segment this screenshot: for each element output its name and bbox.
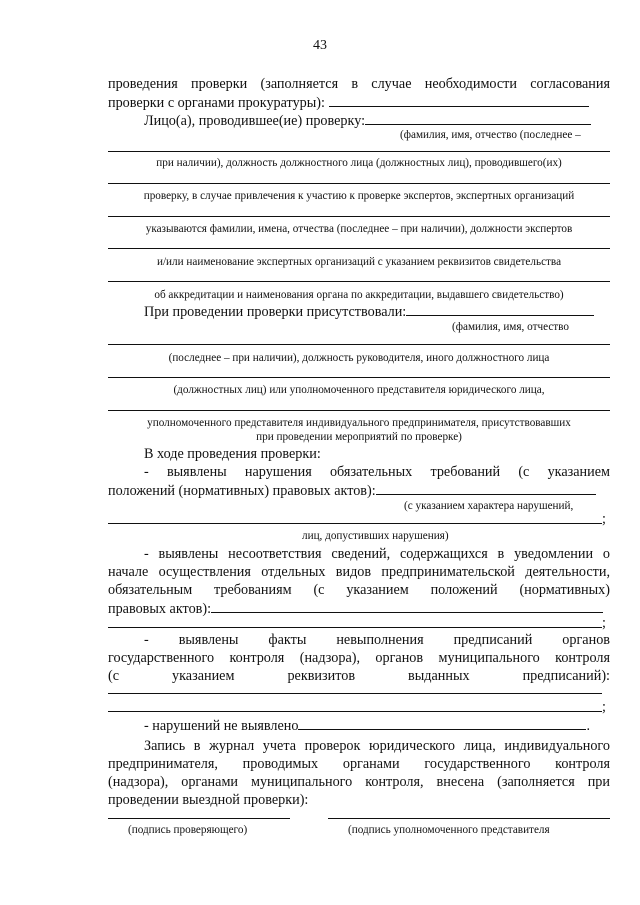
fill-line: [211, 599, 603, 613]
fill-line: [108, 711, 602, 712]
text-line: (с указанием реквизитов выданных предписаний):: [108, 668, 610, 684]
fill-line: [365, 111, 591, 125]
hint-line: при наличии), должность должностного лица (должностных лиц), проводившего(их): [156, 157, 562, 169]
fill-line: [298, 716, 586, 730]
signature-caption-representative: (подпись уполномоченного представителя: [348, 824, 550, 836]
hint-line: (должностных лиц) или уполномоченного представителя юридического лица,: [173, 384, 545, 396]
text-line: При проведении проверки присутствовали:: [144, 302, 610, 321]
text-line: Лицо(а), проводившее(ие) проверку:: [144, 111, 610, 130]
fill-line: [108, 183, 610, 184]
hint-line: лиц, допустивших нарушения): [302, 530, 449, 542]
hint-line: указываются фамилии, имена, отчества (последнее – при наличии), должности экспертов: [145, 223, 573, 235]
fill-line: [108, 248, 610, 249]
fill-line: [376, 481, 596, 495]
fill-line: [108, 377, 610, 378]
hint-line: при проведении мероприятий по проверке): [256, 431, 462, 443]
text-line: государственного контроля (надзора), органов муниципального контроля: [108, 650, 610, 666]
signature-line-inspector: [108, 818, 290, 819]
text-line: - нарушений не выявлено .: [144, 718, 591, 734]
text-line: Запись в журнал учета проверок юридического лица, индивидуального: [144, 738, 610, 754]
fill-line: [108, 281, 610, 282]
signature-caption-inspector: (подпись проверяющего): [128, 824, 248, 836]
text-line: проведении выездной проверки):: [108, 792, 309, 808]
semicolon: ;: [602, 511, 606, 527]
text-line: - выявлены несоответствия сведений, содержащихся в уведомлении о: [144, 546, 610, 562]
hint-line: (фамилия, имя, отчество (последнее –: [400, 129, 581, 141]
hint-line: (с указанием характера нарушений,: [404, 500, 574, 512]
hint-line: (фамилия, имя, отчество: [452, 321, 569, 333]
signature-line-representative: [328, 818, 610, 819]
text-line: - выявлены факты невыполнения предписаний органов: [144, 632, 610, 648]
fill-line: [329, 93, 589, 107]
hint-line: проверку, в случае привлечения к участию к проверке экспертов, экспертных организаций: [143, 190, 575, 202]
text-line: проведения проверки (заполняется в случае необходимости согласования: [108, 76, 610, 92]
fill-line: [108, 523, 602, 524]
semicolon: ;: [602, 699, 606, 715]
text-line: проверки с органами прокуратуры):: [108, 93, 610, 112]
fill-line: [108, 344, 610, 345]
fill-line: [108, 216, 610, 217]
hint-line: уполномоченного представителя индивидуального предпринимателя, присутствовавших: [147, 417, 571, 429]
hint-line: (последнее – при наличии), должность руководителя, иного должностного лица: [168, 352, 550, 364]
text-line: предпринимателя, проводимых органами государственного контроля: [108, 756, 610, 772]
text-line: В ходе проведения проверки:: [144, 446, 321, 462]
fill-line: [108, 693, 602, 694]
text-line: начале осуществления отдельных видов предпринимательской деятельности,: [108, 564, 610, 580]
fill-line: [108, 151, 610, 152]
hint-line: об аккредитации и наименования органа по аккредитации, выдавшего свидетельство): [154, 289, 564, 301]
text-line: (надзора), органами муниципального контроля, внесена (заполняется при: [108, 774, 610, 790]
hint-line: и/или наименование экспертных организаций с указанием реквизитов свидетельства: [156, 256, 562, 268]
semicolon: ;: [602, 615, 606, 631]
fill-line: [406, 302, 594, 316]
fill-line: [108, 410, 610, 411]
fill-line: [108, 627, 602, 628]
text-line: - выявлены нарушения обязательных требований (с указанием: [144, 464, 610, 480]
text-line: положений (нормативных) правовых актов):: [108, 481, 610, 500]
page-number: 43: [313, 38, 327, 53]
text-line: обязательным требованиям (с указанием положений (нормативных): [108, 582, 610, 598]
text-line: правовых актов):: [108, 599, 610, 618]
